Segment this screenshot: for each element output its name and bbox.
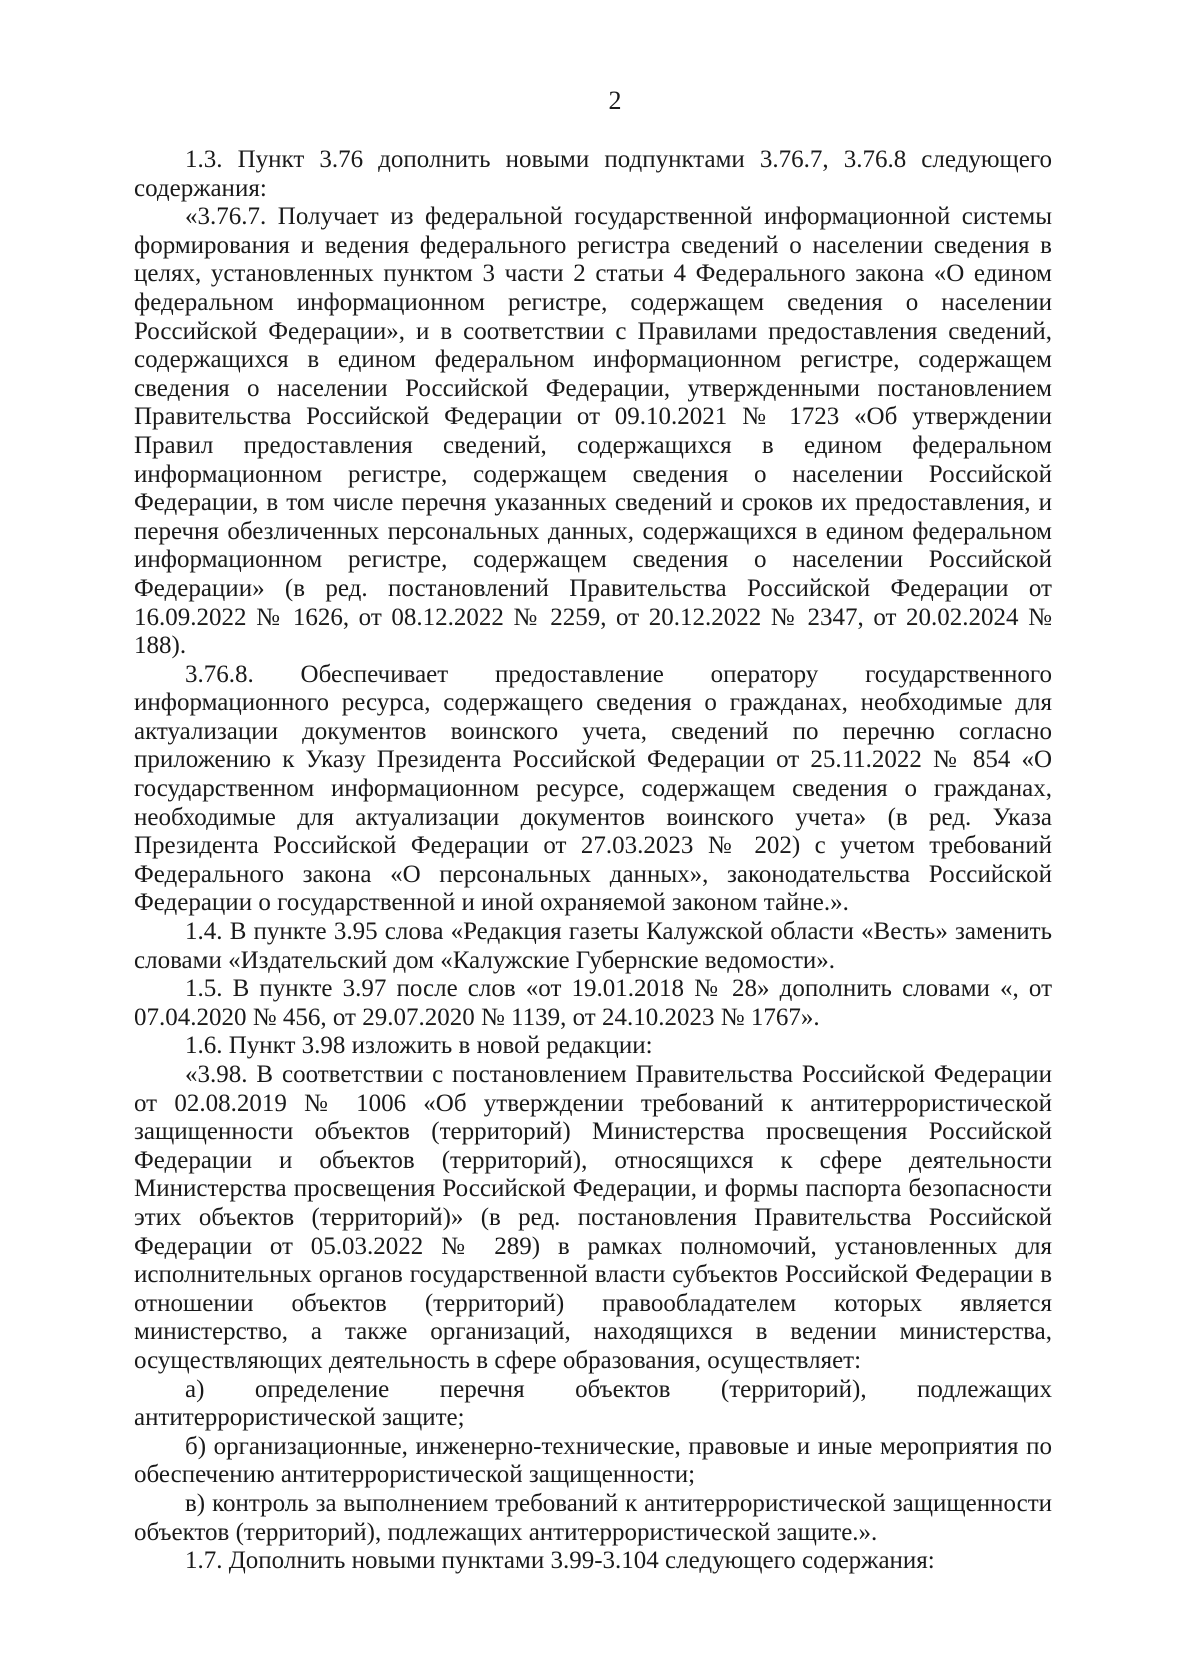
paragraph-1-5: 1.5. В пункте 3.97 после слов «от 19.01.2018 № 28» дополнить словами «, от 07.04.2020 № 456, от 29.07.2020 № 1139, от 24.10.2023 № 1767». [134,975,1052,1031]
paragraph-3-98: «3.98. В соответствии с постановлением Правительства Российской Федерации от 02.08.2019 № 1006 «Об утверждении требований к антитеррористической защищенности объектов (территорий) Министерства просвещения Российской Федерации и объектов (территорий), относящихся к сфере деятельности Министерства просвещения Российской Федерации, и формы паспорта безопасности этих объектов (территорий)» (в ред. постановления Правительства Российской Федерации от 05.03.2022 № 289) в рамках полномочий, установленных для исполнительных органов государственной власти субъектов Российской Федерации в отношении объектов (территорий) правообладателем которых является министерство, а также организаций, находящихся в ведении министерства, осуществляющих деятельность в сфере образования, осуществляет: [134,1061,1052,1374]
paragraph-item-v: в) контроль за выполнением требований к антитеррористической защищенности объектов (территорий), подлежащих антитеррористической защите.». [134,1489,1052,1546]
paragraph-item-b: б) организационные, инженерно-технические, правовые и иные мероприятия по обеспечению антитеррористической защищенности; [134,1432,1052,1489]
paragraph-item-a: а) определение перечня объектов (территорий), подлежащих антитеррористической защите; [134,1375,1052,1432]
paragraph-3-76-7: «3.76.7. Получает из федеральной государственной информационной системы формирования и ведения федерального регистра сведений о населении сведения в целях, установленных пунктом 3 части 2 статьи 4 Федерального закона «О едином федеральном информационном регистре, содержащем сведения о населении Российской Федерации», и в соответствии с Правилами предоставления сведений, содержащихся в едином федеральном информационном регистре, содержащем сведения о населении Российской Федерации, утвержденными постановлением Правительства Российской Федерации от 09.10.2021 № 1723 «Об утверждении Правил предоставления сведений, содержащихся в едином федеральном информационном регистре, содержащем сведения о населении Российской Федерации, в том числе перечня указанных сведений и сроков их предоставления, и перечня обезличенных персональных данных, содержащихся в едином федеральном информационном регистре, содержащем сведения о населении Российской Федерации» (в ред. постановлений Правительства Российской Федерации от 16.09.2022 № 1626, от 08.12.2022 № 2259, от 20.12.2022 № 2347, от 20.02.2024 № 188). [134,203,1052,660]
paragraph-1-6: 1.6. Пункт 3.98 изложить в новой редакции: [185,1032,653,1060]
paragraph-1-4: 1.4. В пункте 3.95 слова «Редакция газеты Калужской области «Весть» заменить словами «Издательский дом «Калужские Губернские ведомости». [134,918,1052,974]
paragraph-1-7: 1.7. Дополнить новыми пунктами 3.99-3.104 следующего содержания: [185,1547,935,1575]
page-number: 2 [608,86,622,115]
paragraph-3-76-8: 3.76.8. Обеспечивает предоставление оператору государственного информационного ресурса, содержащего сведения о гражданах, необходимые для актуализации документов воинского учета, сведений по перечню согласно приложению к Указу Президента Российской Федерации от 25.11.2022 № 854 «О государственном информационном ресурсе, содержащем сведения о гражданах, необходимые для актуализации документов воинского учета» (в ред. Указа Президента Российской Федерации от 27.03.2023 № 202) с учетом требований Федерального закона «О персональных данных», законодательства Российской Федерации о государственной и иной охраняемой законом тайне.». [134,660,1052,917]
paragraph-1-3: 1.3. Пункт 3.76 дополнить новыми подпунктами 3.76.7, 3.76.8 следующего содержания: [134,146,1052,202]
document-body [134,146,1052,1576]
